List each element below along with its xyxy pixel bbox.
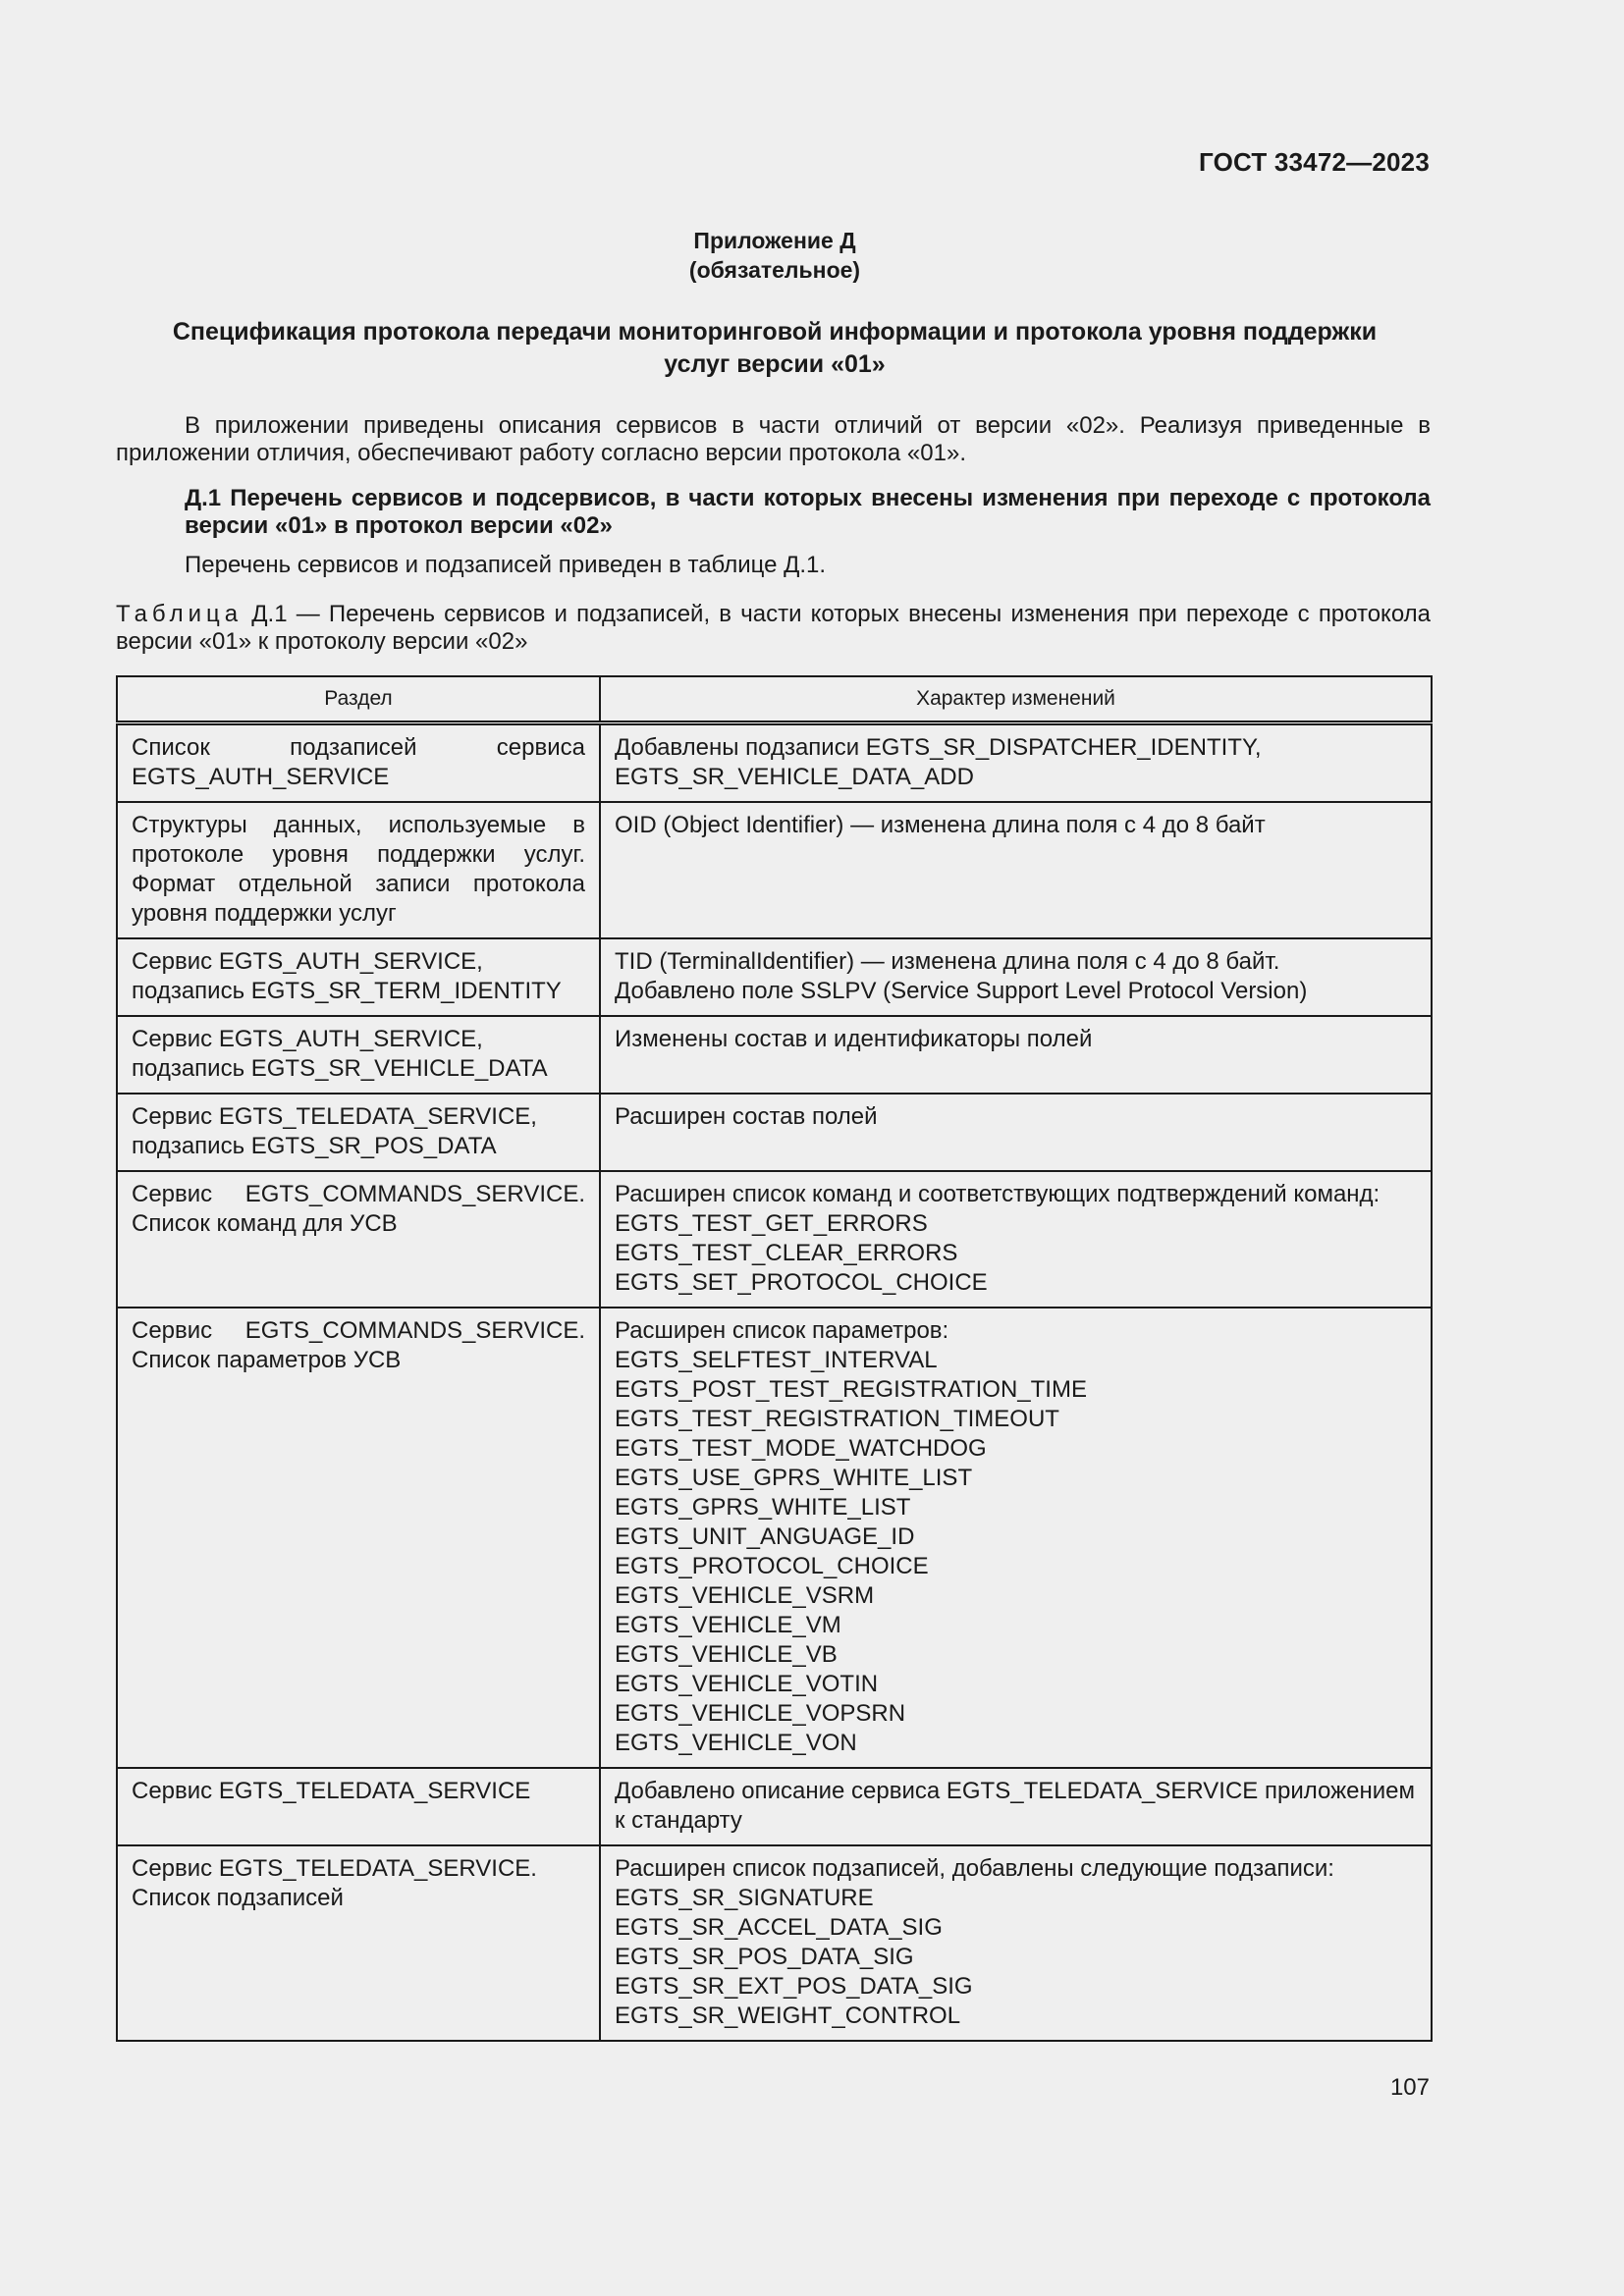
table-row <box>117 723 1432 803</box>
cell-line: Добавлено описание сервиса EGTS_TELEDATA_SERVICE приложением к стандарту <box>615 1778 1415 1834</box>
cell-line: EGTS_SELFTEST_INTERVAL <box>615 1347 938 1373</box>
intro-paragraph: В приложении приведены описания сервисов в части отличий от версии «02». Реализуя приведенные в приложении отличия, обеспечивают работу согласно версии протокола «01». <box>116 412 1431 466</box>
cell-line: EGTS_VEHICLE_VOTIN <box>615 1671 879 1697</box>
changes-cell <box>600 1016 1432 1094</box>
cell-line: EGTS_TEST_CLEAR_ERRORS <box>615 1240 958 1266</box>
section-cell <box>117 802 600 938</box>
cell-line: Добавлено поле SSLPV (Service Support Level Protocol Version) <box>615 978 1308 1004</box>
cell-line: Список подзаписей <box>132 1885 344 1911</box>
cell-line: Изменены состав и идентификаторы полей <box>615 1026 1093 1052</box>
cell-line: EGTS_VEHICLE_VM <box>615 1612 841 1638</box>
cell-line: EGTS_TEST_GET_ERRORS <box>615 1210 928 1237</box>
table-row <box>117 1171 1432 1308</box>
section-cell <box>117 1171 600 1308</box>
cell-line: EGTS_POST_TEST_REGISTRATION_TIME <box>615 1376 1087 1403</box>
section-heading: Д.1 Перечень сервисов и подсервисов, в части которых внесены изменения при переходе с протокола версии «01» в протокол версии «02» <box>185 485 1431 539</box>
cell-line: Сервис EGTS_COMMANDS_SERVICE. Список команд для УСВ <box>132 1181 585 1237</box>
cell-line: EGTS_PROTOCOL_CHOICE <box>615 1553 929 1579</box>
appendix-status: (обязательное) <box>688 257 861 283</box>
table-caption <box>116 601 1431 656</box>
cell-line: подзапись EGTS_SR_TERM_IDENTITY <box>132 978 562 1004</box>
cell-line: EGTS_VEHICLE_VON <box>615 1730 857 1756</box>
section-text: Перечень сервисов и подзаписей приведен в таблице Д.1. <box>185 552 827 578</box>
changes-cell <box>600 802 1432 938</box>
cell-line: Структуры данных, используемые в протоколе уровня поддержки услуг. Формат отдельной записи протокола уровня поддержки услуг <box>132 812 585 927</box>
changes-cell <box>600 938 1432 1016</box>
table-row <box>117 802 1432 938</box>
table-caption-text: Д.1 — Перечень сервисов и подзаписей, в части которых внесены изменения при переходе с протокола версии «01» к протоколу версии «02» <box>116 601 1431 655</box>
cell-line: Список подзаписей сервиса EGTS_AUTH_SERVICE <box>132 734 585 790</box>
cell-line: Сервис EGTS_AUTH_SERVICE, <box>132 1026 483 1052</box>
cell-line: EGTS_TEST_MODE_WATCHDOG <box>615 1435 987 1462</box>
section-cell <box>117 1768 600 1845</box>
cell-line: EGTS_SR_EXT_POS_DATA_SIG <box>615 1973 973 2000</box>
cell-line: EGTS_SR_WEIGHT_CONTROL <box>615 2002 961 2029</box>
cell-line: EGTS_VEHICLE_VSRM <box>615 1582 875 1609</box>
table-row <box>117 1094 1432 1171</box>
changes-cell <box>600 1845 1432 2041</box>
cell-line: EGTS_USE_GPRS_WHITE_LIST <box>615 1465 973 1491</box>
cell-line: Сервис EGTS_AUTH_SERVICE, <box>132 948 483 975</box>
cell-line: Сервис EGTS_TELEDATA_SERVICE, <box>132 1103 537 1130</box>
section-cell <box>117 723 600 803</box>
cell-line: EGTS_SET_PROTOCOL_CHOICE <box>615 1269 988 1296</box>
table-row <box>117 1768 1432 1845</box>
cell-line: Расширен список подзаписей, добавлены следующие подзаписи: <box>615 1855 1334 1882</box>
page-number: 107 <box>1389 2074 1430 2101</box>
section-cell <box>117 1845 600 2041</box>
changes-cell <box>600 1094 1432 1171</box>
table-row <box>117 1845 1432 2041</box>
table-caption-label: Таблица <box>116 601 244 627</box>
section-cell <box>117 1094 600 1171</box>
document-code: ГОСТ 33472—2023 <box>1199 147 1430 177</box>
table-row <box>117 1308 1432 1768</box>
appendix-title: Приложение Д <box>693 228 856 253</box>
header-changes: Характер изменений <box>600 676 1432 723</box>
cell-line: Сервис EGTS_COMMANDS_SERVICE. Список параметров УСВ <box>132 1317 585 1373</box>
cell-line: TID (TerminalIdentifier) — изменена длина поля с 4 до 8 байт. <box>615 948 1280 975</box>
changes-cell <box>600 1308 1432 1768</box>
cell-line: EGTS_GPRS_WHITE_LIST <box>615 1494 911 1521</box>
table-body <box>117 723 1432 2042</box>
cell-line: Сервис EGTS_TELEDATA_SERVICE. <box>132 1855 537 1882</box>
changes-cell <box>600 1768 1432 1845</box>
changes-table <box>116 675 1433 2042</box>
header-section: Раздел <box>117 676 600 723</box>
table-header-row <box>117 676 1432 723</box>
changes-cell <box>600 723 1432 803</box>
cell-line: EGTS_SR_POS_DATA_SIG <box>615 1944 914 1970</box>
cell-line: подзапись EGTS_SR_POS_DATA <box>132 1133 497 1159</box>
section-cell <box>117 938 600 1016</box>
section-cell <box>117 1308 600 1768</box>
cell-line: подзапись EGTS_SR_VEHICLE_DATA <box>132 1055 548 1082</box>
cell-line: EGTS_SR_ACCEL_DATA_SIG <box>615 1914 943 1941</box>
cell-line: Расширен состав полей <box>615 1103 878 1130</box>
table-row <box>117 1016 1432 1094</box>
cell-line: Сервис EGTS_TELEDATA_SERVICE <box>132 1778 531 1804</box>
cell-line: EGTS_SR_SIGNATURE <box>615 1885 874 1911</box>
section-cell <box>117 1016 600 1094</box>
cell-line: EGTS_VEHICLE_VB <box>615 1641 838 1668</box>
appendix-heading <box>0 226 1549 285</box>
cell-line: Добавлены подзаписи EGTS_SR_DISPATCHER_IDENTITY, EGTS_SR_VEHICLE_DATA_ADD <box>615 734 1262 790</box>
cell-line: Расширен список команд и соответствующих подтверждений команд: <box>615 1181 1380 1207</box>
cell-line: Расширен список параметров: <box>615 1317 949 1344</box>
cell-line: OID (Object Identifier) — изменена длина поля с 4 до 8 байт <box>615 812 1266 838</box>
cell-line: EGTS_TEST_REGISTRATION_TIMEOUT <box>615 1406 1059 1432</box>
specification-title: Спецификация протокола передачи мониторинговой информации и протокола уровня поддержки услуг версии «01» <box>172 318 1378 378</box>
changes-cell <box>600 1171 1432 1308</box>
cell-line: EGTS_UNIT_ANGUAGE_ID <box>615 1523 915 1550</box>
table-row <box>117 938 1432 1016</box>
cell-line: EGTS_VEHICLE_VOPSRN <box>615 1700 906 1727</box>
